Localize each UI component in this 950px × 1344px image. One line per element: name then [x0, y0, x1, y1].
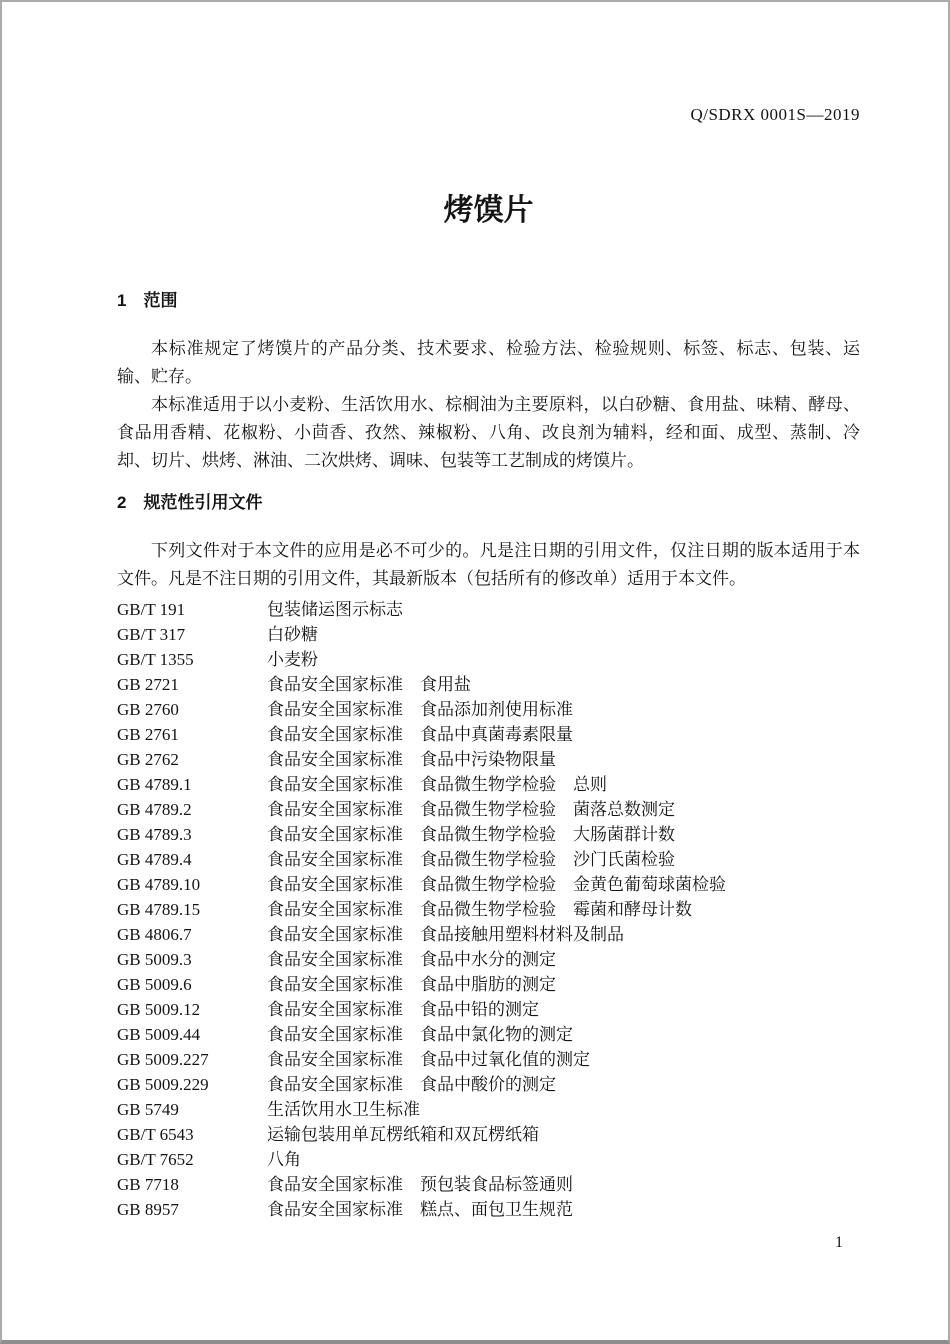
- section-2-heading: 2 规范性引用文件: [117, 493, 263, 512]
- reference-code: GB 4789.15: [117, 900, 201, 919]
- reference-title: 食品安全国家标准 食品中脂肪的测定: [267, 975, 556, 994]
- reference-code: GB 5749: [117, 1100, 179, 1119]
- references-list: [117, 597, 860, 1222]
- document-title: 烤馍片: [443, 194, 534, 227]
- reference-code: GB/T 6543: [117, 1125, 194, 1144]
- reference-title: 生活饮用水卫生标准: [267, 1100, 420, 1119]
- reference-item: [117, 597, 860, 622]
- page-number: 1: [835, 1234, 843, 1251]
- reference-title: 八角: [267, 1150, 301, 1169]
- reference-item: [117, 972, 860, 997]
- reference-code: GB 5009.6: [117, 975, 192, 994]
- reference-title: 食品安全国家标准 预包装食品标签通则: [267, 1175, 573, 1194]
- reference-title: 小麦粉: [267, 650, 318, 669]
- reference-code: GB 4789.2: [117, 800, 192, 819]
- reference-item: [117, 1122, 860, 1147]
- reference-item: [117, 922, 860, 947]
- reference-item: [117, 622, 860, 647]
- reference-code: GB 2761: [117, 725, 179, 744]
- reference-title: 食品安全国家标准 食品中氯化物的测定: [267, 1025, 573, 1044]
- reference-item: [117, 1197, 860, 1222]
- reference-item: [117, 822, 860, 847]
- reference-title: 白砂糖: [267, 625, 318, 644]
- reference-item: [117, 847, 860, 872]
- reference-code: GB 4789.1: [117, 775, 192, 794]
- reference-title: 食品安全国家标准 食品中真菌毒素限量: [267, 725, 573, 744]
- reference-item: [117, 1022, 860, 1047]
- reference-title: 食品安全国家标准 食品中铅的测定: [267, 1000, 539, 1019]
- reference-title: 食品安全国家标准 食品微生物学检验 大肠菌群计数: [267, 825, 675, 844]
- reference-item: [117, 697, 860, 722]
- reference-item: [117, 1147, 860, 1172]
- reference-code: GB/T 7652: [117, 1150, 194, 1169]
- reference-title: 食品安全国家标准 食品添加剂使用标准: [267, 700, 573, 719]
- reference-item: [117, 722, 860, 747]
- reference-code: GB 7718: [117, 1175, 179, 1194]
- reference-item: [117, 947, 860, 972]
- reference-item: [117, 797, 860, 822]
- reference-item: [117, 772, 860, 797]
- reference-title: 食品安全国家标准 糕点、面包卫生规范: [267, 1200, 573, 1219]
- references-intro-paragraph: 下列文件对于本文件的应用是必不可少的。凡是注日期的引用文件，仅注日期的版本适用于本文件。凡是不注日期的引用文件，其最新版本（包括所有的修改单）适用于本文件。: [117, 541, 860, 588]
- reference-item: [117, 672, 860, 697]
- scope-paragraph-1: 本标准规定了烤馍片的产品分类、技术要求、检验方法、检验规则、标签、标志、包装、运输、贮存。: [117, 339, 860, 386]
- reference-code: GB 8957: [117, 1200, 179, 1219]
- reference-item: [117, 647, 860, 672]
- reference-code: GB 4806.7: [117, 925, 192, 944]
- reference-title: 食品安全国家标准 食品中过氧化值的测定: [267, 1050, 590, 1069]
- reference-code: GB 5009.12: [117, 1000, 201, 1019]
- reference-item: [117, 747, 860, 772]
- reference-title: 食品安全国家标准 食品中水分的测定: [267, 950, 556, 969]
- scope-paragraph-2: 本标准适用于以小麦粉、生活饮用水、棕榈油为主要原料，以白砂糖、食用盐、味精、酵母、食品用香精、花椒粉、小茴香、孜然、辣椒粉、八角、改良剂为辅料，经和面、成型、蒸制、冷却、切片、烘烤、淋油、二次烘烤、调味、包装等工艺制成的烤馍片。: [117, 395, 860, 470]
- reference-code: GB/T 191: [117, 600, 186, 619]
- reference-title: 食品安全国家标准 食品中酸价的测定: [267, 1075, 556, 1094]
- reference-code: GB 4789.10: [117, 875, 201, 894]
- reference-title: 食品安全国家标准 食品微生物学检验 菌落总数测定: [267, 800, 675, 819]
- doc-code: Q/SDRX 0001S—2019: [690, 105, 860, 124]
- reference-code: GB 5009.44: [117, 1025, 201, 1044]
- reference-item: [117, 1047, 860, 1072]
- reference-code: GB 4789.3: [117, 825, 192, 844]
- reference-title: 运输包装用单瓦楞纸箱和双瓦楞纸箱: [267, 1125, 539, 1144]
- reference-title: 食品安全国家标准 食品中污染物限量: [267, 750, 556, 769]
- reference-title: 食品安全国家标准 食品微生物学检验 总则: [267, 775, 607, 794]
- reference-item: [117, 1072, 860, 1097]
- reference-code: GB/T 317: [117, 625, 186, 644]
- reference-code: GB 5009.227: [117, 1050, 209, 1069]
- reference-code: GB 2721: [117, 675, 179, 694]
- reference-title: 食品安全国家标准 食品微生物学检验 霉菌和酵母计数: [267, 900, 692, 919]
- section-1-heading: 1 范围: [117, 291, 178, 310]
- reference-title: 食品安全国家标准 食品接触用塑料材料及制品: [267, 925, 624, 944]
- reference-title: 食品安全国家标准 食品微生物学检验 沙门氏菌检验: [267, 850, 675, 869]
- reference-code: GB/T 1355: [117, 650, 194, 669]
- reference-item: [117, 872, 860, 897]
- reference-item: [117, 897, 860, 922]
- reference-title: 食品安全国家标准 食用盐: [267, 675, 471, 694]
- reference-code: GB 2760: [117, 700, 179, 719]
- reference-code: GB 5009.3: [117, 950, 192, 969]
- reference-code: GB 2762: [117, 750, 179, 769]
- reference-title: 包装储运图示标志: [267, 600, 403, 619]
- reference-item: [117, 1097, 860, 1122]
- reference-title: 食品安全国家标准 食品微生物学检验 金黄色葡萄球菌检验: [267, 875, 726, 894]
- reference-code: GB 4789.4: [117, 850, 192, 869]
- reference-item: [117, 997, 860, 1022]
- reference-item: [117, 1172, 860, 1197]
- reference-code: GB 5009.229: [117, 1075, 209, 1094]
